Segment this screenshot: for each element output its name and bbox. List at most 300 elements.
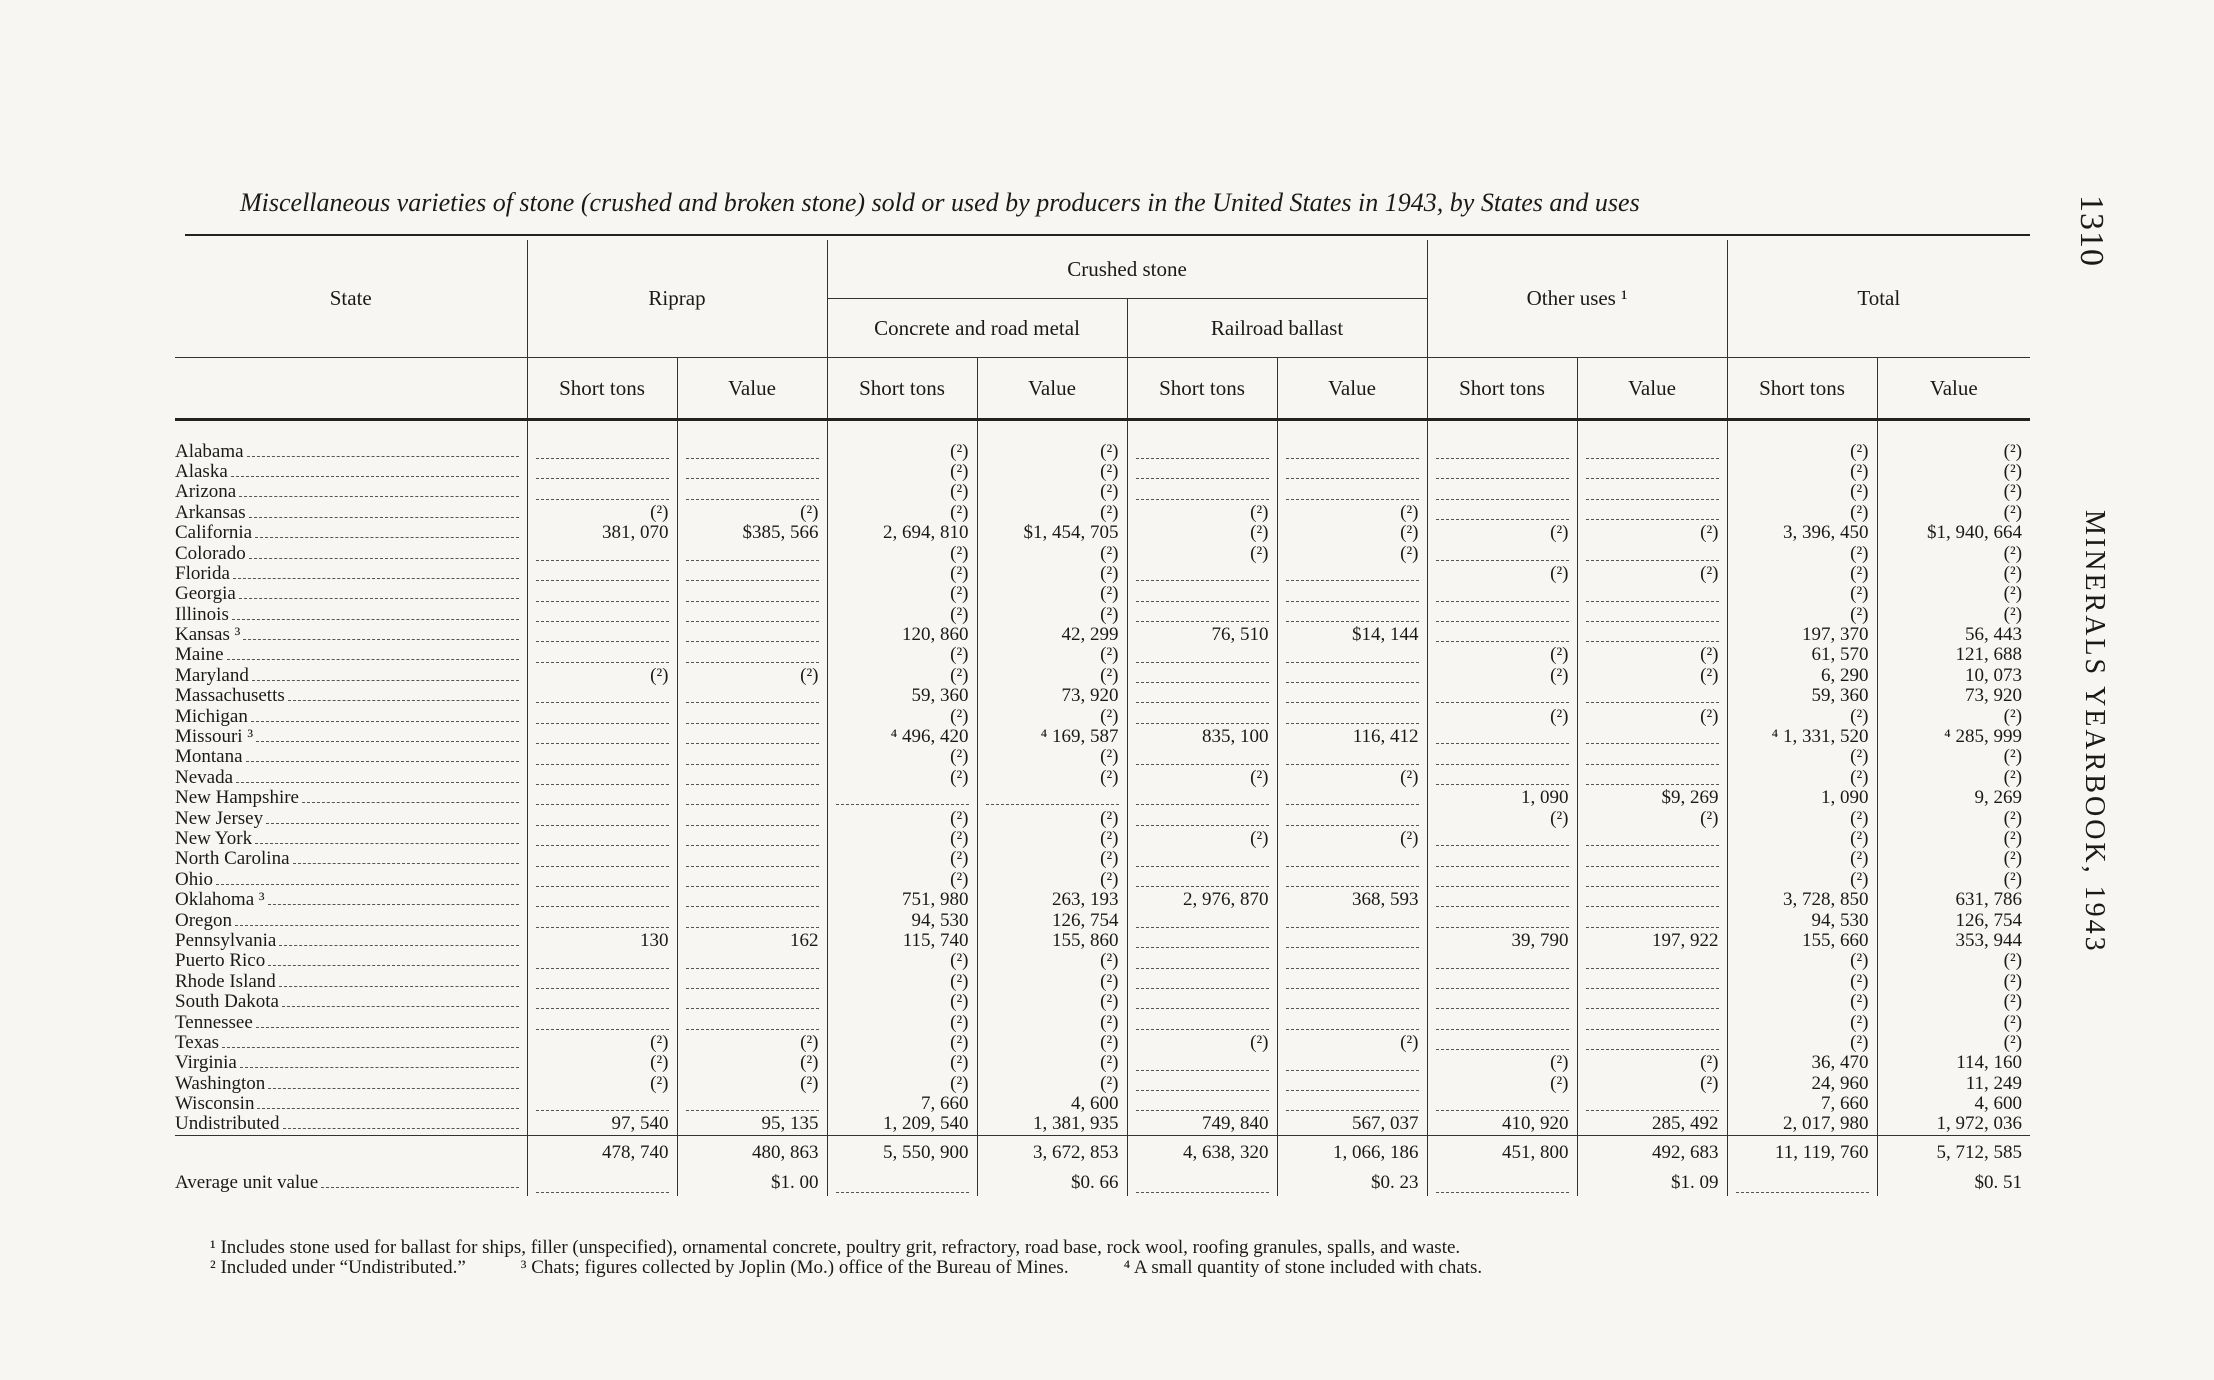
data-cell: (²) [1877, 747, 2030, 767]
data-cell [677, 910, 827, 930]
data-cell [1277, 584, 1427, 604]
data-cell: ⁴ 1, 331, 520 [1727, 727, 1877, 747]
average-row [175, 1170, 2030, 1196]
data-cell [1127, 870, 1277, 890]
data-cell: 285, 492 [1577, 1114, 1727, 1135]
table-row [175, 706, 2030, 726]
data-cell: 10, 073 [1877, 666, 2030, 686]
data-cell: ⁴ 496, 420 [827, 727, 977, 747]
data-cell [527, 686, 677, 706]
data-cell: (²) [827, 666, 977, 686]
table-body [175, 420, 2030, 1196]
average-cell [527, 1170, 677, 1196]
state-cell [175, 686, 527, 706]
data-cell [1427, 462, 1577, 482]
data-cell: (²) [1727, 441, 1877, 461]
data-cell: (²) [1727, 972, 1877, 992]
data-cell: (²) [827, 972, 977, 992]
average-cell: $1. 00 [677, 1170, 827, 1196]
data-cell [1127, 1094, 1277, 1114]
data-cell: (²) [1727, 1012, 1877, 1032]
data-cell: (²) [1727, 849, 1877, 869]
data-cell: (²) [677, 503, 827, 523]
data-cell [527, 768, 677, 788]
data-cell: 9, 269 [1877, 788, 2030, 808]
average-cell [1727, 1170, 1877, 1196]
footnotes [210, 1238, 2010, 1278]
data-cell [1127, 482, 1277, 502]
state-cell [175, 1114, 527, 1135]
leader-dots [233, 566, 519, 579]
leader-dots [288, 688, 519, 701]
data-cell: (²) [1427, 523, 1577, 543]
data-cell: (²) [977, 482, 1127, 502]
data-cell [1127, 706, 1277, 726]
table-title: Miscellaneous varieties of stone (crushed and broken stone) sold or used by producers in the United States in 1943, by States and uses [240, 188, 1640, 217]
data-cell [1127, 788, 1277, 808]
data-cell: (²) [1127, 768, 1277, 788]
data-cell: (²) [1877, 462, 2030, 482]
data-cell: 197, 922 [1577, 931, 1727, 951]
leader-dots [279, 933, 518, 946]
data-cell [527, 1094, 677, 1114]
state-name: Washington [175, 1072, 266, 1094]
page-number: 1310 [2073, 195, 2110, 267]
state-name: Arkansas [175, 501, 246, 523]
data-cell [1277, 788, 1427, 808]
leader-dots [222, 1035, 518, 1048]
data-cell: 381, 070 [527, 523, 677, 543]
data-cell [1277, 849, 1427, 869]
other-uses-header: Other uses ¹ [1427, 240, 1727, 358]
leader-dots [231, 464, 519, 477]
average-cell [827, 1170, 977, 1196]
table-row [175, 523, 2030, 543]
data-cell: 3, 728, 850 [1727, 890, 1877, 910]
data-cell: (²) [977, 992, 1127, 1012]
data-cell [1277, 1053, 1427, 1073]
data-cell [1577, 462, 1727, 482]
table-row [175, 972, 2030, 992]
data-cell: 1, 090 [1727, 788, 1877, 808]
data-cell [527, 849, 677, 869]
data-cell: (²) [527, 1074, 677, 1094]
state-name: Oregon [175, 909, 232, 931]
data-cell [677, 890, 827, 910]
data-cell: (²) [1727, 503, 1877, 523]
data-cell: (²) [977, 584, 1127, 604]
state-cell [175, 584, 527, 604]
state-cell [175, 462, 527, 482]
data-cell: (²) [527, 1053, 677, 1073]
data-cell [677, 543, 827, 563]
data-cell: 120, 860 [827, 625, 977, 645]
data-cell: $1, 940, 664 [1877, 523, 2030, 543]
table-row [175, 870, 2030, 890]
data-cell: (²) [1877, 972, 2030, 992]
table-row [175, 768, 2030, 788]
data-cell: (²) [827, 829, 977, 849]
state-cell [175, 441, 527, 461]
data-cell: (²) [1727, 992, 1877, 1012]
data-cell [1577, 625, 1727, 645]
state-cell [175, 931, 527, 951]
state-name: New York [175, 828, 253, 849]
data-cell: 197, 370 [1727, 625, 1877, 645]
state-name: Arizona [175, 481, 237, 503]
table-row [175, 645, 2030, 665]
value-header: Value [1577, 358, 1727, 420]
leader-dots [257, 1096, 518, 1109]
data-cell: 1, 090 [1427, 788, 1577, 808]
state-cell [175, 706, 527, 726]
data-cell [677, 1094, 827, 1114]
data-cell [527, 890, 677, 910]
data-cell: (²) [977, 768, 1127, 788]
concrete-road-metal-header: Concrete and road metal [827, 299, 1127, 358]
average-cell: $1. 09 [1577, 1170, 1727, 1196]
data-cell: $385, 566 [677, 523, 827, 543]
data-cell [527, 788, 677, 808]
totals-label-cell [175, 1135, 527, 1170]
data-cell: (²) [977, 747, 1127, 767]
data-cell [1127, 808, 1277, 828]
table-row [175, 625, 2030, 645]
data-cell [1577, 543, 1727, 563]
state-name: South Dakota [175, 991, 279, 1013]
data-cell: (²) [1727, 829, 1877, 849]
data-cell: (²) [977, 462, 1127, 482]
data-cell [677, 951, 827, 971]
data-cell [677, 992, 827, 1012]
data-cell: (²) [977, 1033, 1127, 1053]
data-cell: $1, 454, 705 [977, 523, 1127, 543]
data-cell [1277, 747, 1427, 767]
state-cell [175, 910, 527, 930]
data-cell: (²) [1127, 503, 1277, 523]
table-row [175, 951, 2030, 971]
data-cell: (²) [1877, 503, 2030, 523]
data-cell: (²) [977, 1074, 1127, 1094]
data-cell: 24, 960 [1727, 1074, 1877, 1094]
data-cell: (²) [1877, 564, 2030, 584]
data-cell: (²) [977, 870, 1127, 890]
data-cell: 11, 249 [1877, 1074, 2030, 1094]
data-cell: 73, 920 [977, 686, 1127, 706]
data-cell: 42, 299 [977, 625, 1127, 645]
data-cell [1277, 1012, 1427, 1032]
data-cell [677, 625, 827, 645]
data-cell [1577, 584, 1727, 604]
data-cell [1127, 951, 1277, 971]
data-cell: (²) [827, 808, 977, 828]
data-cell: 59, 360 [827, 686, 977, 706]
leader-dots [216, 872, 519, 885]
footnote-4: ⁴ A small quantity of stone included with chats. [1123, 1257, 1483, 1278]
table-row [175, 584, 2030, 604]
leader-dots [256, 1015, 519, 1028]
data-cell [1277, 931, 1427, 951]
data-cell [1277, 605, 1427, 625]
data-cell [527, 870, 677, 890]
table-row [175, 503, 2030, 523]
data-cell: (²) [1877, 768, 2030, 788]
data-cell [677, 441, 827, 461]
state-cell [175, 1033, 527, 1053]
leader-dots [266, 811, 518, 824]
data-cell [527, 441, 677, 461]
data-cell: (²) [527, 666, 677, 686]
data-cell: (²) [1727, 543, 1877, 563]
short-tons-header: Short tons [1127, 358, 1277, 420]
railroad-ballast-header: Railroad ballast [1127, 299, 1427, 358]
data-cell: (²) [1577, 564, 1727, 584]
data-cell [1577, 482, 1727, 502]
data-cell: 61, 570 [1727, 645, 1877, 665]
leader-dots [279, 974, 519, 987]
data-cell [677, 870, 827, 890]
total-cell: 3, 672, 853 [977, 1135, 1127, 1170]
data-cell [527, 747, 677, 767]
state-name: Montana [175, 746, 243, 768]
data-cell [527, 462, 677, 482]
data-cell: 36, 470 [1727, 1053, 1877, 1073]
data-cell: (²) [1427, 808, 1577, 828]
leader-dots [256, 729, 518, 742]
leader-dots [321, 1175, 518, 1188]
total-cell: 478, 740 [527, 1135, 677, 1170]
state-name: California [175, 522, 253, 544]
data-cell: (²) [677, 1033, 827, 1053]
data-cell [1127, 747, 1277, 767]
data-cell [527, 829, 677, 849]
data-cell: 155, 660 [1727, 931, 1877, 951]
data-cell [1427, 829, 1577, 849]
data-cell: 751, 980 [827, 890, 977, 910]
data-cell: (²) [977, 951, 1127, 971]
data-cell [1427, 910, 1577, 930]
state-name: Maryland [175, 664, 249, 686]
table-row [175, 931, 2030, 951]
data-cell: 749, 840 [1127, 1114, 1277, 1135]
state-name: Georgia [175, 583, 236, 605]
data-cell: (²) [1427, 564, 1577, 584]
table-row [175, 564, 2030, 584]
table-row [175, 727, 2030, 747]
state-name: Missouri ³ [175, 726, 254, 748]
average-label-cell [175, 1170, 527, 1196]
data-cell: (²) [1727, 1033, 1877, 1053]
data-cell: 1, 381, 935 [977, 1114, 1127, 1135]
average-cell [1127, 1170, 1277, 1196]
data-cell [1277, 441, 1427, 461]
state-cell [175, 523, 527, 543]
state-cell [175, 829, 527, 849]
data-cell: 3, 396, 450 [1727, 523, 1877, 543]
data-cell [827, 788, 977, 808]
data-cell: (²) [1577, 808, 1727, 828]
data-cell: 835, 100 [1127, 727, 1277, 747]
data-cell [1427, 849, 1577, 869]
data-cell: 4, 600 [977, 1094, 1127, 1114]
total-cell: 4, 638, 320 [1127, 1135, 1277, 1170]
data-cell [1127, 564, 1277, 584]
table-row [175, 747, 2030, 767]
value-header: Value [677, 358, 827, 420]
data-cell [1277, 972, 1427, 992]
data-cell: (²) [1877, 992, 2030, 1012]
state-name: Texas [175, 1031, 220, 1053]
data-cell: 76, 510 [1127, 625, 1277, 645]
data-cell [1277, 951, 1427, 971]
state-cell [175, 808, 527, 828]
data-cell: (²) [1427, 645, 1577, 665]
table-header [175, 240, 2030, 420]
data-cell [1577, 1094, 1727, 1114]
leader-dots [255, 831, 518, 844]
data-cell: 7, 660 [827, 1094, 977, 1114]
leader-dots [235, 913, 519, 926]
data-cell [1277, 645, 1427, 665]
leader-dots [236, 770, 518, 783]
data-cell: (²) [1877, 706, 2030, 726]
table-row [175, 482, 2030, 502]
state-name: New Hampshire [175, 787, 299, 809]
data-cell [1427, 992, 1577, 1012]
data-cell [1577, 829, 1727, 849]
data-cell: (²) [827, 441, 977, 461]
data-cell [1277, 564, 1427, 584]
data-cell [1277, 666, 1427, 686]
data-cell: 73, 920 [1877, 686, 2030, 706]
state-cell [175, 1053, 527, 1073]
data-cell: ⁴ 285, 999 [1877, 727, 2030, 747]
state-header: State [329, 286, 372, 310]
table-row [175, 686, 2030, 706]
data-cell [677, 829, 827, 849]
data-cell [1577, 727, 1727, 747]
data-cell [1277, 870, 1427, 890]
data-cell: $9, 269 [1577, 788, 1727, 808]
data-cell [527, 1012, 677, 1032]
data-cell [677, 768, 827, 788]
data-cell: (²) [1877, 1012, 2030, 1032]
data-cell: (²) [677, 1053, 827, 1073]
state-cell [175, 482, 527, 502]
state-cell [175, 972, 527, 992]
data-cell: (²) [827, 1074, 977, 1094]
state-name: Massachusetts [175, 685, 285, 707]
data-cell: (²) [1877, 482, 2030, 502]
state-name: Michigan [175, 705, 248, 727]
table-row [175, 605, 2030, 625]
state-cell [175, 503, 527, 523]
leader-dots [239, 586, 519, 599]
data-cell: ⁴ 169, 587 [977, 727, 1127, 747]
data-cell [677, 584, 827, 604]
data-cell: (²) [827, 462, 977, 482]
data-cell: (²) [1577, 523, 1727, 543]
data-cell: (²) [1577, 666, 1727, 686]
data-cell [1277, 808, 1427, 828]
data-cell [677, 686, 827, 706]
table-row [175, 1053, 2030, 1073]
data-cell [1577, 951, 1727, 971]
data-cell: (²) [977, 1012, 1127, 1032]
data-cell [527, 482, 677, 502]
data-cell [1127, 441, 1277, 461]
top-rule [185, 234, 2030, 236]
state-name: Alabama [175, 440, 244, 462]
data-cell [677, 808, 827, 828]
data-cell [1427, 584, 1577, 604]
state-cell [175, 543, 527, 563]
leader-dots [293, 851, 519, 864]
data-cell [527, 808, 677, 828]
data-cell [677, 605, 827, 625]
data-cell: (²) [527, 1033, 677, 1053]
leader-dots [240, 1055, 519, 1068]
state-name: Puerto Rico [175, 950, 266, 972]
table-row [175, 788, 2030, 808]
data-cell [677, 788, 827, 808]
data-cell: (²) [677, 1074, 827, 1094]
data-cell: (²) [827, 584, 977, 604]
leader-dots [239, 484, 518, 497]
data-cell: (²) [977, 849, 1127, 869]
table-row [175, 1114, 2030, 1135]
table-row [175, 890, 2030, 910]
data-cell [1127, 992, 1277, 1012]
data-cell [677, 482, 827, 502]
data-cell [527, 972, 677, 992]
leader-dots [232, 607, 519, 620]
leader-dots [268, 953, 518, 966]
value-header: Value [977, 358, 1127, 420]
table-row [175, 543, 2030, 563]
state-name: Pennsylvania [175, 929, 277, 951]
data-cell [1427, 503, 1577, 523]
data-cell: (²) [977, 829, 1127, 849]
data-cell: 368, 593 [1277, 890, 1427, 910]
riprap-header: Riprap [527, 240, 827, 358]
data-cell [1277, 1094, 1427, 1114]
data-cell: 115, 740 [827, 931, 977, 951]
state-cell [175, 605, 527, 625]
data-cell: (²) [1277, 543, 1427, 563]
data-cell: (²) [827, 747, 977, 767]
data-cell: 95, 135 [677, 1114, 827, 1135]
state-cell [175, 666, 527, 686]
data-cell [1427, 605, 1577, 625]
state-cell [175, 1094, 527, 1114]
data-cell [677, 645, 827, 665]
data-cell: (²) [827, 645, 977, 665]
table-row [175, 462, 2030, 482]
data-cell: 631, 786 [1877, 890, 2030, 910]
data-cell: 4, 600 [1877, 1094, 2030, 1114]
data-cell [1427, 747, 1577, 767]
data-cell: (²) [977, 808, 1127, 828]
data-cell [1127, 1074, 1277, 1094]
state-name: Maine [175, 644, 224, 666]
data-cell [1127, 605, 1277, 625]
state-cell [175, 1074, 527, 1094]
data-cell: 94, 530 [1727, 910, 1877, 930]
data-cell [1277, 992, 1427, 1012]
data-cell [1577, 992, 1727, 1012]
state-name: North Carolina [175, 848, 290, 870]
